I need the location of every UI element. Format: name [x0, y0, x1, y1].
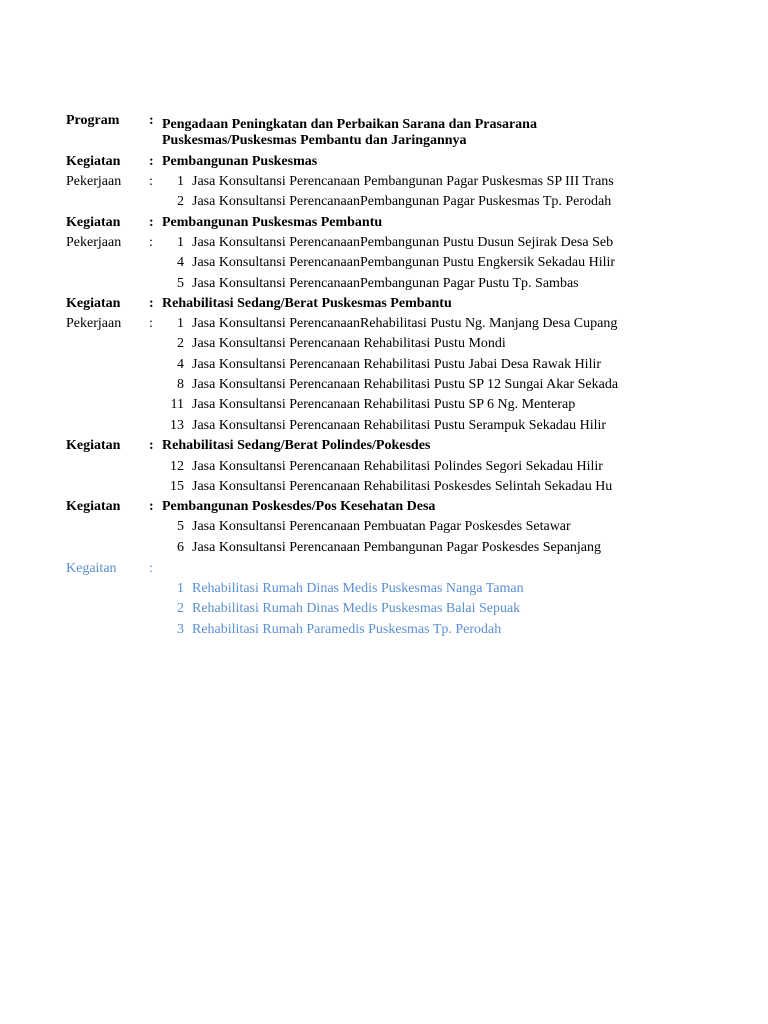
item-text: Jasa Konsultansi Perencanaan Pembuatan Pagar Poskesdes Setawar: [192, 519, 571, 534]
item-number: 3: [177, 622, 184, 637]
item-number: 2: [177, 601, 184, 616]
list-item: [0, 579, 768, 599]
kegiatan-row: [0, 152, 768, 172]
list-item: [0, 416, 768, 436]
item-number: 1: [177, 581, 184, 596]
item-text: Jasa Konsultansi Perencanaan Pembangunan Pagar Puskesmas SP III Trans: [192, 174, 614, 189]
item-text: Jasa Konsultansi PerencanaanPembangunan Pustu Engkersik Sekadau Hilir: [192, 255, 616, 270]
item-text: Jasa Konsultansi Perencanaan Rehabilitasi Pustu Mondi: [192, 336, 506, 351]
list-item: [0, 375, 768, 395]
kegaitan-label: Kegaitan: [66, 561, 117, 576]
kegiatan-colon: :: [149, 154, 154, 169]
item-number: 2: [177, 194, 184, 209]
item-number: 4: [177, 357, 184, 372]
list-item: [0, 620, 768, 640]
program-label: Program: [66, 113, 120, 128]
item-number: 11: [170, 397, 184, 412]
list-item: [0, 477, 768, 497]
list-item: [0, 253, 768, 273]
kegiatan-colon: :: [149, 438, 154, 453]
pekerjaan-row: [0, 172, 768, 192]
pekerjaan-colon: :: [149, 235, 153, 250]
list-item: [0, 517, 768, 537]
kegiatan-row: [0, 294, 768, 314]
kegiatan-row: [0, 213, 768, 233]
pekerjaan-colon: :: [149, 174, 153, 189]
item-number: 8: [177, 377, 184, 392]
item-text: Jasa Konsultansi PerencanaanRehabilitasi Pustu Ng. Manjang Desa Cupang: [192, 316, 618, 331]
kegiatan-label: Kegiatan: [66, 215, 121, 230]
item-number: 6: [177, 540, 184, 555]
item-text: Jasa Konsultansi Perencanaan Rehabilitasi Pustu SP 6 Ng. Menterap: [192, 397, 576, 412]
kegiatan-row: [0, 497, 768, 517]
kegiatan-title: Rehabilitasi Sedang/Berat Puskesmas Pembantu: [162, 296, 452, 311]
program-colon: :: [149, 113, 154, 128]
list-item: [0, 334, 768, 354]
pekerjaan-row: [0, 314, 768, 334]
kegaitan-row: [0, 559, 768, 579]
program-title-line1: Pengadaan Peningkatan dan Perbaikan Sarana dan Prasarana: [162, 117, 537, 132]
item-text: Jasa Konsultansi Perencanaan Rehabilitasi Pustu SP 12 Sungai Akar Sekada: [192, 377, 619, 392]
item-text: Rehabilitasi Rumah Paramedis Puskesmas Tp. Perodah: [192, 622, 502, 637]
pekerjaan-label: Pekerjaan: [66, 316, 122, 331]
kegaitan-colon: :: [149, 561, 153, 576]
item-number: 5: [177, 519, 184, 534]
kegiatan-label: Kegiatan: [66, 296, 121, 311]
item-text: Jasa Konsultansi Perencanaan Rehabilitasi Polindes Segori Sekadau Hilir: [192, 459, 603, 474]
kegiatan-title: Pembangunan Puskesmas Pembantu: [162, 215, 383, 230]
kegiatan-row: [0, 436, 768, 456]
item-number: 4: [177, 255, 184, 270]
item-number: 1: [177, 174, 184, 189]
kegiatan-title: Pembangunan Poskesdes/Pos Kesehatan Desa: [162, 499, 436, 514]
list-item: [0, 457, 768, 477]
item-number: 13: [170, 418, 184, 433]
list-item: [0, 538, 768, 558]
item-text: Rehabilitasi Rumah Dinas Medis Puskesmas Nanga Taman: [192, 581, 524, 596]
item-text: Jasa Konsultansi Perencanaan Rehabilitasi Pustu Serampuk Sekadau Hilir: [192, 418, 607, 433]
kegiatan-colon: :: [149, 296, 154, 311]
list-item: [0, 355, 768, 375]
item-number: 5: [177, 276, 184, 291]
pekerjaan-row: [0, 233, 768, 253]
list-item: [0, 274, 768, 294]
kegiatan-label: Kegiatan: [66, 154, 121, 169]
kegiatan-title: Rehabilitasi Sedang/Berat Polindes/Pokesdes: [162, 438, 431, 453]
item-text: Jasa Konsultansi PerencanaanPembangunan Pagar Pustu Tp. Sambas: [192, 276, 579, 291]
item-number: 2: [177, 336, 184, 351]
item-text: Jasa Konsultansi Perencanaan Rehabilitasi Pustu Jabai Desa Rawak Hilir: [192, 357, 602, 372]
list-item: [0, 599, 768, 619]
item-text: Jasa Konsultansi PerencanaanPembangunan Pagar Puskesmas Tp. Perodah: [192, 194, 612, 209]
kegiatan-label: Kegiatan: [66, 499, 121, 514]
program-title-line2: Puskesmas/Puskesmas Pembantu dan Jaringannya: [162, 133, 467, 148]
pekerjaan-label: Pekerjaan: [66, 174, 122, 189]
kegiatan-label: Kegiatan: [66, 438, 121, 453]
list-item: [0, 192, 768, 212]
item-text: Jasa Konsultansi Perencanaan Rehabilitasi Poskesdes Selintah Sekadau Hu: [192, 479, 613, 494]
item-text: Rehabilitasi Rumah Dinas Medis Puskesmas Balai Sepuak: [192, 601, 521, 616]
pekerjaan-colon: :: [149, 316, 153, 331]
item-number: 1: [177, 235, 184, 250]
item-text: Jasa Konsultansi Perencanaan Pembangunan Pagar Poskesdes Sepanjang: [192, 540, 602, 555]
program-title: [162, 117, 682, 149]
item-number: 15: [170, 479, 184, 494]
item-number: 12: [170, 459, 184, 474]
pekerjaan-label: Pekerjaan: [66, 235, 122, 250]
kegiatan-colon: :: [149, 215, 154, 230]
item-text: Jasa Konsultansi PerencanaanPembangunan Pustu Dusun Sejirak Desa Seb: [192, 235, 614, 250]
kegiatan-colon: :: [149, 499, 154, 514]
item-number: 1: [177, 316, 184, 331]
list-item: [0, 395, 768, 415]
kegiatan-title: Pembangunan Puskesmas: [162, 154, 318, 169]
